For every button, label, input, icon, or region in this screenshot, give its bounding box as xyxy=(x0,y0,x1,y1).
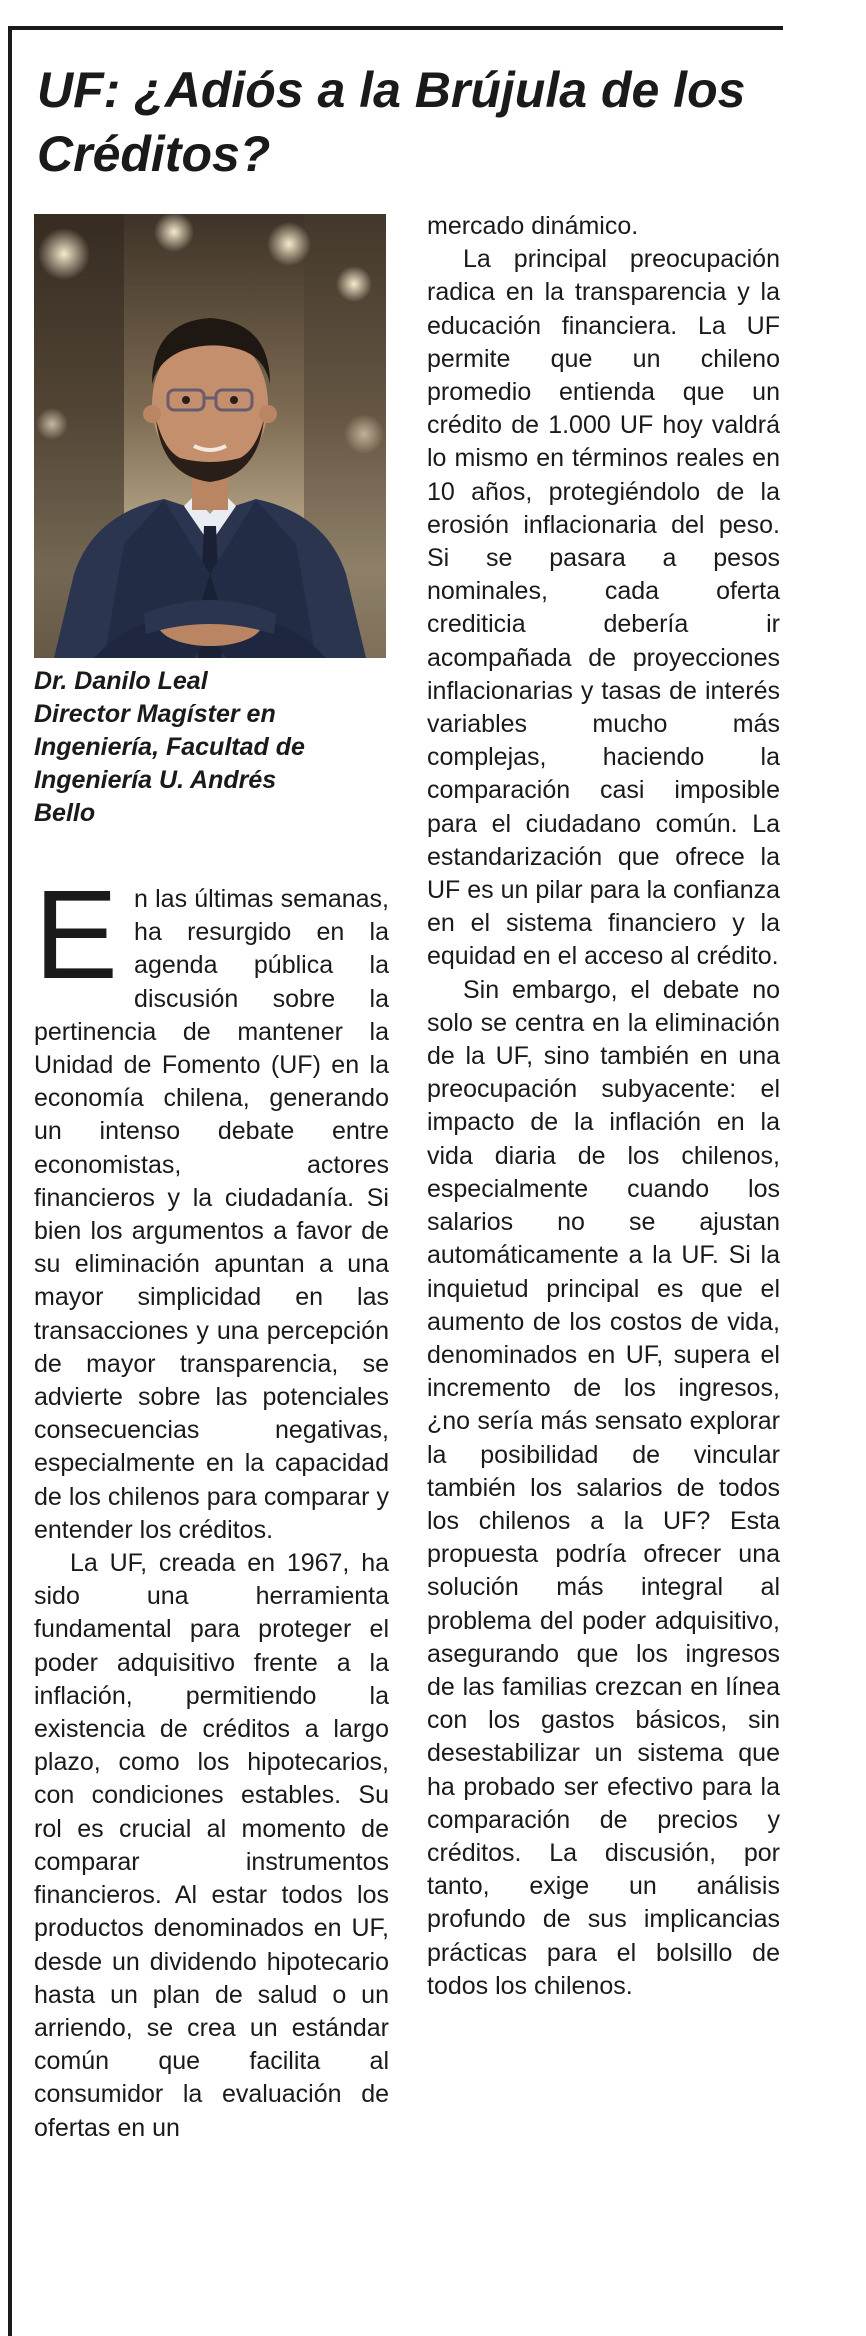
body-text: n las últimas semanas, ha resurgido en la agenda pública la discusión sobre la pertinencia de mantener la Unidad de Fomento (UF) en la economía chilena, generando un intenso debate entre economistas, actores financieros y la ciudadanía. Si bien los argumentos a favor de su eliminación apuntan a una mayor simplicidad en las transacciones y una percepción de mayor transparencia, se advierte sobre las potenciales consecuencias negativas, especialmente en la capacidad de los chilenos para comparar y entender los créditos. xyxy=(34,885,389,1544)
top-rule xyxy=(8,26,783,30)
author-photo xyxy=(34,214,386,658)
body-paragraph: La UF, creada en 1967, ha sido una herramienta fundamental para proteger el poder adquisitivo frente a la inflación, permitiendo la existencia de créditos a largo plazo, como los hipotecarios, con condiciones estables. Su rol es crucial al momento de comparar instrumentos financieros. Al estar todos los productos denominados en UF, desde un dividendo hipotecario hasta un plan de salud o un arriendo, se crea un estándar común que facilita al consumidor la evaluación de ofertas en un xyxy=(34,1549,389,2142)
drop-cap: E xyxy=(34,864,119,1005)
caption-role-line: Director Magíster en xyxy=(34,700,276,728)
article-title: UF: ¿Adiós a la Brújula de los Créditos? xyxy=(37,62,746,182)
author-portrait-illustration xyxy=(34,214,386,658)
body-paragraph: Sin embargo, el debate no solo se centra en la eliminación de la UF, sino también en una preocupación subyacente: el impacto de la inflación en la vida diaria de los chilenos, especialmente cuando los salarios no se ajustan automáticamente a la UF. Si la inquietud principal es que el aumento de los costos de vida, denominados en UF, supera el incremento de los ingresos, ¿no sería más sensato explorar la posibilidad de vincular también los salarios de todos los chilenos a la UF? Esta propuesta podría ofrecer una solución más integral al problema del poder adquisitivo, asegurando que los ingresos de las familias crezcan en línea con los gastos básicos, sin desestabilizar un sistema que ha probado ser efectivo para la comparación de precios y créditos. La discusión, por tanto, exige un análisis profundo de sus implicancias prácticas para el bolsillo de todos los chilenos. xyxy=(427,975,780,2000)
article-column-left xyxy=(34,864,389,2145)
body-paragraph: La principal preocupación radica en la transparencia y la educación financiera. La UF permite que un chileno promedio entienda que un crédito de 1.000 UF hoy valdrá lo mismo en términos reales en 10 años, protegiéndolo de la erosión inflacionaria del peso. Si se pasara a pesos nominales, cada oferta crediticia debería ir acompañada de proyecciones inflacionarias y tasas de interés variables mucho más complejas, haciendo la comparación casi imposible para el ciudadano común. La estandarización que ofrece la UF es un pilar para la confianza en el sistema financiero y la equidad en el acceso al crédito. xyxy=(427,245,780,971)
photo-caption xyxy=(34,665,389,830)
caption-role-line: Ingeniería U. Andrés xyxy=(34,766,277,794)
left-column-rule xyxy=(8,26,12,2336)
article-column-right xyxy=(427,210,780,2003)
body-paragraph xyxy=(34,864,389,1547)
body-paragraph: mercado dinámico. xyxy=(427,212,639,240)
caption-role-line: Ingeniería, Facultad de xyxy=(34,733,305,761)
caption-role-line: Bello xyxy=(34,799,96,827)
caption-author-name: Dr. Danilo Leal xyxy=(34,667,208,695)
